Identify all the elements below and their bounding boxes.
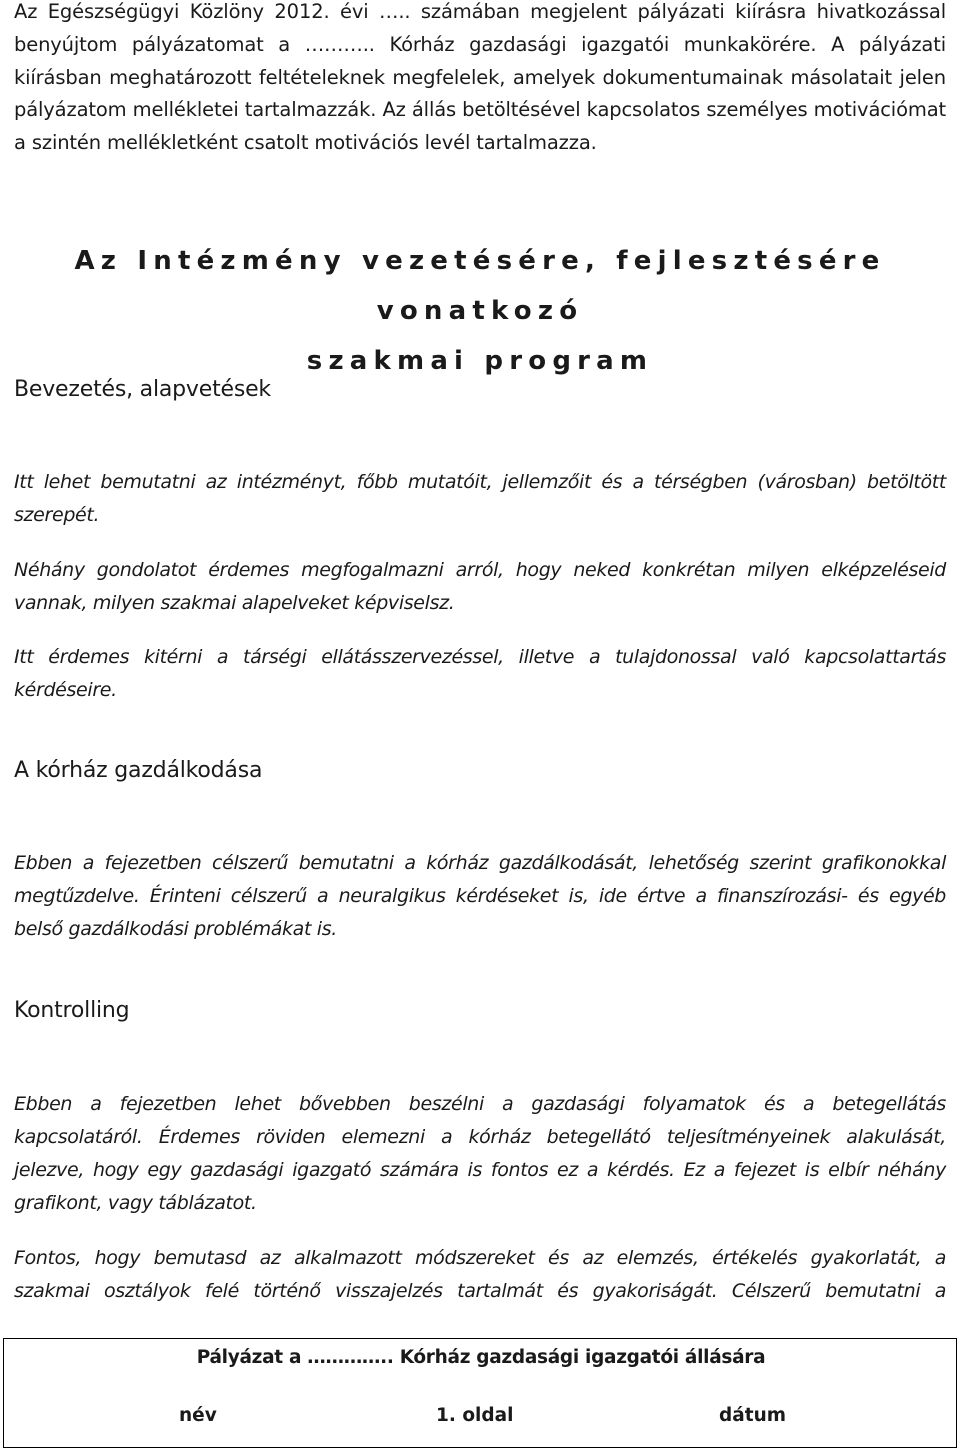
paragraph — [14, 466, 946, 532]
paragraph — [14, 554, 946, 620]
page-footer — [3, 1338, 957, 1448]
paragraph-line: Fontos, hogy bemutasd az alkalmazott módszereket és az elemzés, értékelés gyakorlatát, a — [14, 1247, 946, 1269]
paragraph-line: megtűzdelve. Érinteni célszerű a neuralgikus kérdéseket is, ide értve a finanszírozási- és egyéb — [14, 885, 946, 907]
intro-paragraph — [14, 0, 946, 160]
intro-line: kiírásban meghatározott feltételeknek megfelelek, amelyek dokumentumainak másolatait jelen — [14, 65, 946, 89]
paragraph-line: Ebben a fejezetben célszerű bemutatni a kórház gazdálkodását, lehetőség szerint grafikonokkal — [14, 852, 946, 874]
paragraph — [14, 1242, 946, 1308]
paragraph-line: Ebben a fejezetben lehet bővebben beszélni a gazdasági folyamatok és a betegellátás — [14, 1093, 946, 1115]
paragraph — [14, 1088, 946, 1220]
section-heading-kontrolling: Kontrolling — [14, 998, 130, 1023]
section-heading-bevezetes: Bevezetés, alapvetések — [14, 377, 271, 402]
intro-line: Az Egészségügyi Közlöny 2012. évi ….. számában megjelent pályázati kiírásra hivatkozással — [14, 0, 946, 23]
paragraph-line: Néhány gondolatot érdemes megfogalmazni arról, hogy neked konkrétan milyen elképzeléseid — [14, 559, 946, 581]
section-heading-gazdalkodas: A kórház gazdálkodása — [14, 758, 263, 783]
footer-page-number: 1. oldal — [436, 1405, 514, 1426]
program-title-line-2: szakmai program — [306, 346, 654, 376]
intro-line: pályázatom mellékletei tartalmazzák. Az állás betöltésével kapcsolatos személyes motivációmat — [14, 98, 946, 122]
paragraph-line: kérdéseire. — [14, 679, 117, 701]
paragraph-line: belső gazdálkodási problémákat is. — [14, 918, 337, 940]
paragraph-line: vannak, milyen szakmai alapelveket képviselsz. — [14, 592, 455, 614]
footer-name-label: név — [179, 1405, 217, 1426]
paragraph-line: grafikont, vagy táblázatot. — [14, 1192, 257, 1214]
paragraph-line: kapcsolatáról. Érdemes röviden elemezni a kórház betegellátó teljesítményeinek alakulását, — [14, 1126, 946, 1148]
intro-line: benyújtom pályázatomat a ……….. Kórház gazdasági igazgatói munkakörére. A pályázati — [14, 32, 946, 56]
paragraph-line: jelezve, hogy egy gazdasági igazgató számára is fontos ez a kérdés. Ez a fejezet is elbír néhány — [14, 1159, 946, 1181]
paragraph-line: szerepét. — [14, 504, 100, 526]
paragraph-line: Itt lehet bemutatni az intézményt, főbb mutatóit, jellemzőit és a térségben (városban) betöltött — [14, 471, 946, 493]
paragraph — [14, 641, 946, 707]
paragraph — [14, 847, 946, 946]
footer-title: Pályázat a ………….. Kórház gazdasági igazgatói állására — [196, 1347, 766, 1368]
footer-date-label: dátum — [719, 1405, 787, 1426]
paragraph-line: szakmai osztályok felé történő visszajelzés tartalmát és gyakoriságát. Célszerű bemutatni a — [14, 1280, 946, 1302]
paragraph-line: Itt érdemes kitérni a társégi ellátásszervezéssel, illetve a tulajdonossal való kapcsolattartás — [14, 646, 946, 668]
program-title-line-1: Az Intézmény vezetésére, fejlesztésére vonatkozó — [74, 246, 886, 326]
program-title — [14, 236, 946, 386]
intro-line: a szintén mellékletként csatolt motivációs levél tartalmazza. — [14, 131, 597, 155]
